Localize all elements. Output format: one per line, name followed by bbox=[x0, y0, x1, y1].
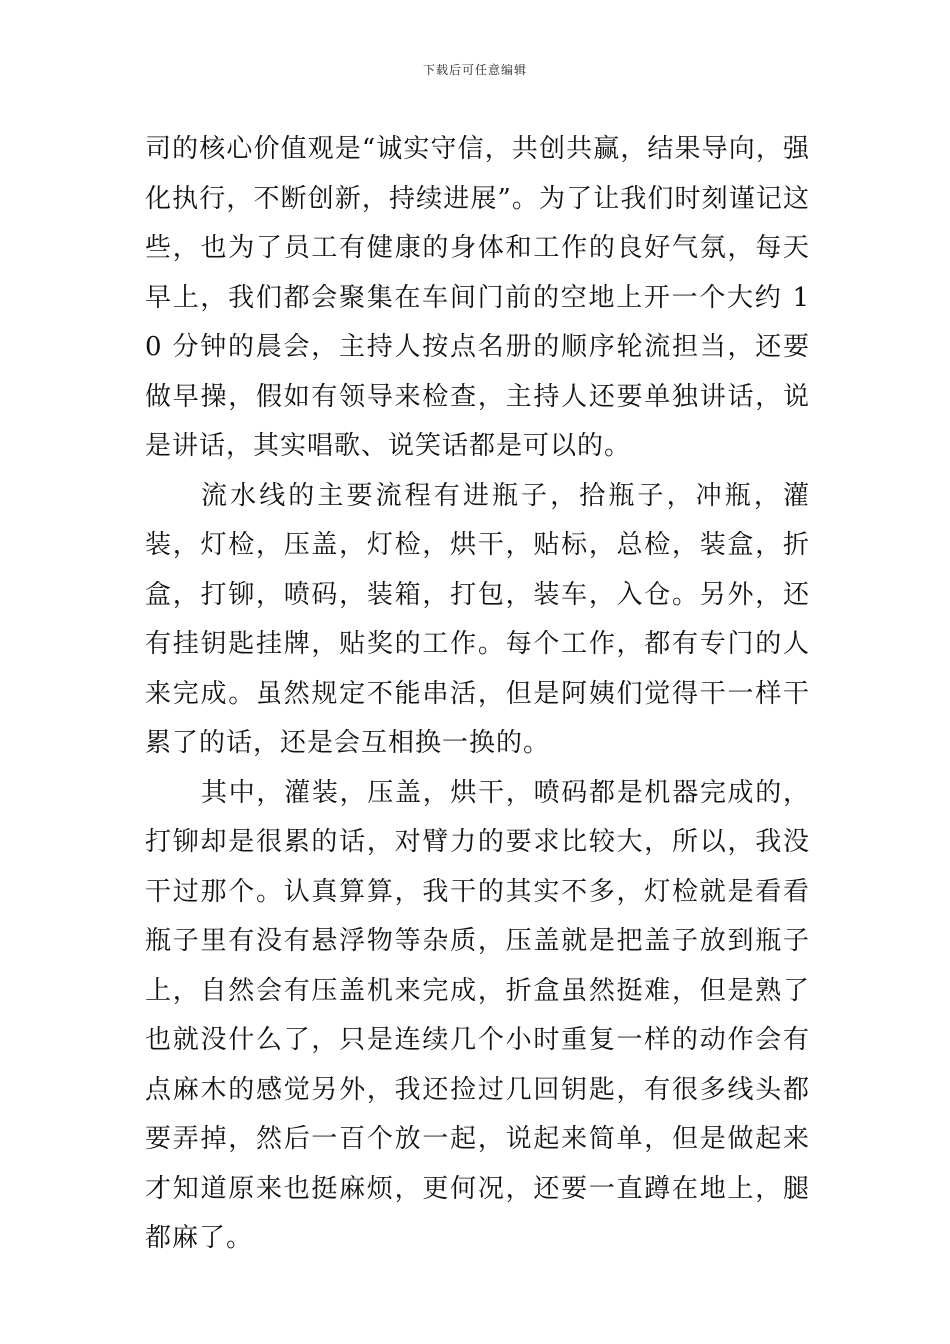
paragraph: 其中，灌装，压盖，烘干，喷码都是机器完成的，打铆却是很累的话，对臂力的要求比较大，所以，我没干过那个。认真算算，我干的其实不多，灯检就是看看瓶子里有没有悬浮物等杂质，压盖就是把盖子放到瓶子上，自然会有压盖机来完成，折盒虽然挺难，但是熟了也就没什么了，只是连续几个小时重复一样的动作会有点麻木的感觉另外，我还捡过几回钥匙，有很多线头都要弄掉，然后一百个放一起，说起来简单，但是做起来才知道原来也挺麻烦，更何况，还要一直蹲在地上，腿都麻了。 bbox=[145, 777, 810, 1253]
paragraph: 流水线的主要流程有进瓶子，拾瓶子，冲瓶，灌装，灯检，压盖，灯检，烘干，贴标，总检，装盒，折盒，打铆，喷码，装箱，打包，装车，入仓。另外，还有挂钥匙挂牌，贴奖的工作。每个工作，都有专门的人来完成。虽然规定不能串活，但是阿姨们觉得干一样干累了的话，还是会互相换一换的。 bbox=[145, 480, 810, 758]
page-header: 下载后可任意编辑 bbox=[422, 63, 527, 77]
paragraph: 司的核心价值观是“诚实守信，共创共赢，结果导向，强化执行，不断创新，持续进展”。为了让我们时刻谨记这些，也为了员工有健康的身体和工作的良好气氛，每天早上，我们都会聚集在车间门前的空地上开一个大约 10 分钟的晨会，主持人按点名册的顺序轮流担当，还要做早操，假如有领导来检查，主持人还要单独讲话，说是讲话，其实唱歌、说笑话都是可以的。 bbox=[145, 134, 810, 461]
document-body bbox=[145, 125, 810, 1264]
